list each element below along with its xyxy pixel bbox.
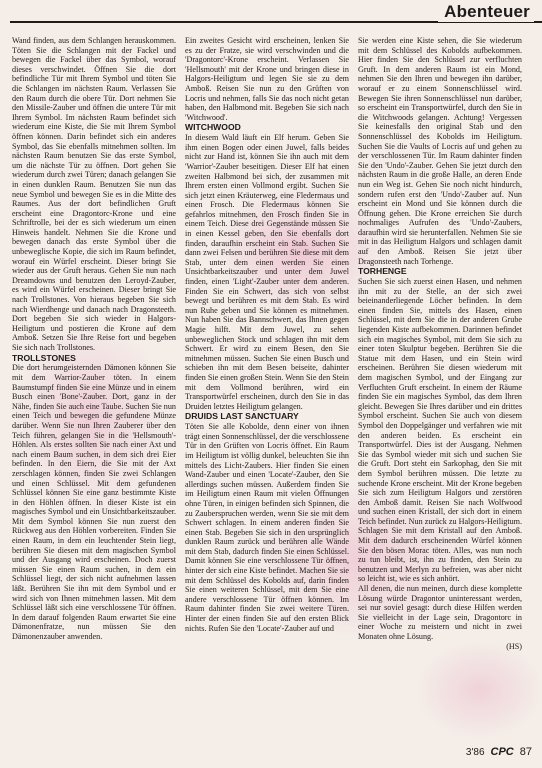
paragraph: Ein zweites Gesicht wird erscheinen, lenken Sie es zu der Fratze, sie wird verschwinden und die 'Dragontorc'-Krone erscheint. Verlassen Sie 'Hellsmouth' mit der Krone und bringen diese in Halgors-Heiligtum und legen Sie sie zu dem Amboß. Reisen Sie nun zu den Grüften von Locris und nehmen, falls Sie das noch nicht getan haben, den Halbmond mit. Begeben Sie sich nach 'Witchwood'. [185,36,349,122]
page-number: 87 [519,746,532,758]
page-header [0,0,542,30]
page-footer [466,746,532,758]
column-3 [358,36,522,736]
paragraph: Wand finden, aus dem Schlangen herauskommen. Töten Sie die Schlangen mit der Fackel und bewegen die Fackel über das Symbol, worauf dieses verschwindet. Öffnen Sie die dort befindliche Tür mit Ihrem Symbol und töten Sie die Schlangen im nächsten Raum. Verlassen Sie den Raum durch die obere Tür. Dort nehmen Sie den Missile-Zauber und öffnen die untere Tür mit Ihrem Symbol. Im nächsten Raum befindet sich wiederum eine Kiste, die Sie mit Ihrem Symbol öffnen können. Darin befindet sich ein anderes Symbol, das Sie ebenfalls mitnehmen sollten. Im nächsten Raum benutzen Sie das erste Symbol, um die nächste Tür zu öffnen. Dort gehen Sie wiederum durch zwei Türen; danach gelangen Sie in einen dunklen Raum. Benutzen Sie nun das neue Symbol und bewegen Sie es in die Mitte des Raumes. Aus der dort befindlichen Gruft erscheint eine Dragontorc-Krone und eine Schriftrolle, bei der es sich wiederum um einen Hinweis handelt. Nehmen Sie die Krone und bewegen danach das erste Symbol über die unbeweglische Kopie, die sich im Raum befindet, worauf ein Würfel erscheint. Dieser bringt Sie wieder aus der Gruft heraus. Gehen Sie nun nach Dreamdowns und benutzen den Leroyd-Zauber, es wird ein Würfel erscheinen. Dieser bringt Sie nach Trollstones. Von hieraus begeben Sie sich nach Wierdhenge und danach nach Dragonsteeth. Dort begeben Sie sich wieder in Halgors-Heiligtum und postieren die Krone auf dem Amboß. Setzen Sie Ihre Reise fort und begeben Sie sich nach Trollstones. [12,36,176,352]
article-body [12,36,522,736]
paragraph: Töten Sie alle Kobolde, denn einer von ihnen trägt einen Sonnenschlüssel, der die verschlossene Tür in den Grüften von Locris öffnet. Ein Raum im Heiligtum ist völlig dunkel, beleuchten Sie ihn mittels des Licht-Zaubers. Hier finden Sie einen Wand-Zauber und einen 'Locate'-Zauber, den Sie allerdings suchen müssen. Außerdem finden Sie im Heiligtum einen Raum mit vielen Öffnungen ohne Türen, in einigen befinden sich Spinnen, die zu Zauberspruchen werden, wenn Sie sie mit dem Schwert schlagen. In einem anderen finden Sie einen Stab. Begeben Sie sich in den ursprünglich dunklen Raum zurück und berühren alle Wände mit dem Stab, dadurch finden Sie einen Schlüssel. Damit können Sie eine verschlossene Tür öffnen, hinter der sich eine Kiste befindet. Machen Sie sie mit dem Schlüssel des Kobolds auf, darin finden Sie einen weiteren Schlüssel, mit dem Sie eine andere verschlossene Tür öffnen können. Im Raum dahinter finden Sie zwei weitere Türen. Hinter der einen finden Sie auf den ersten Blick nichts. Rufen Sie den 'Locate'-Zauber auf und [185,422,349,633]
magazine-logo: CPC [490,746,514,758]
paragraph: Die dort herumgeisternden Dämonen können Sie mit dem Warrior-Zauber töten. In einem Baumstumpf finden Sie eine Münze und in einem Busch einen 'Bone'-Zauber. Dort, ganz in der Nähe, finden Sie auch eine Taube. Suchen Sie nun einen Teich und bewegen die gefundene Münze darüber. Wenn Sie nun Ihren Zauberer über den Teich führen, gelangen Sie in die 'Hellsmouth'-Höhlen. Als erstes sollten Sie nach einer Axt und nach einem Baum suchen, in dem sich drei Eier befinden. In den Eiern, die Sie mit der Axt zerschlagen können, finden Sie zwei Schlangen und einen Schlüssel. Mit dem gefundenen Schlüssel können Sie eine ganz bestimmte Kiste in den Höhlen öffnen. In dieser Kiste ist ein magisches Symbol und ein Unsichtbarkeitszauber. Mit dem Symbol können Sie nun zuerst den Rückweg aus den Höhlen vorbereiten. Finden Sie einen Raum, in dem ein leuchtender Stein liegt, berühren Sie diesen mit dem magischen Symbol und der Ausgang wird erscheinen. Doch zuerst müssen Sie einen Raum suchen, in dem ein Schlüssel liegt, der sich nicht aufnehmen lassen läßt. Berühren Sie ihn mit dem Symbol und er wird sich von Ihnen mitnehmen lassen. Mit dem Schlüssel läßt sich eine verschlossene Tür öffnen. In dem darauf folgenden Raum erwartet Sie eine Dämonenfratze, nun müssen Sie den Dämonenzauber anwenden. [12,363,176,642]
section-heading: TORHENGE [358,266,407,277]
section-heading: DRUIDS LAST SANCTUARY [185,411,299,422]
issue-number: 3'86 [465,747,485,758]
section-heading: TROLLSTONES [12,352,76,363]
paragraph: In diesem Wald läuft ein Elf herum. Geben Sie ihm einen Bogen oder einen Juwel, falls beides nicht zur Hand ist, können Sie ihn auch mit dem 'Warrior'-Zauber beseitigen. Dieser Elf hat einen zweiten Halbmond bei sich, der zusammen mit Ihrem ersten einen Vollmond ergibt. Suchen Sie sich jetzt einen Kräuterweg, eine Fledermaus und einen Frosch. Die Fledermaus können Sie gefahrlos mitnehmen, den Frosch finden Sie in einem Teich. Diese drei Gegenstände müssen Sie in einen Kessel geben, den Sie ebenfalls dort finden, daraufhin erscheint ein Stab. Suchen Sie dann zwei Felsen und berühren Sie diese mit dem Stab, unter dem einen werden Sie einen Unsichtbarkeitszauber und unter dem Juwel finden, einen 'Light'-Zauber unter dem anderen. Finden Sie ein Schwert, das sich von selbst bewegt und berühren es mit dem Stab. Es wird nun Ruhe geben und Sie können es mitnehmen. Nun haben Sie das Bannschwert, das Ihnen gegen Magie hilft. Mit dem Juwel, zu sehen unbeweglichen Stock und schlagen ihn mit dem Schwert. Er wird zu einem Besen, den Sie mitnehmen müssen. Suchen Sie einen Busch und schieben ihn mit dem Besen beiseite, dahinter finden Sie einen großen Stein. Wenn Sie den Stein mit dem Vollmond berühren, wird ein Transportwürfel erscheinen, durch den Sie in das Druiden letztes Heiligtum gelangen. [185,133,349,411]
paragraph: Sie werden eine Kiste sehen, die Sie wiederum mit dem Schlüssel des Kobolds aufbekommen. Hier finden Sie den Schlüssel zur verfluchten Gruft. In dem anderen Raum ist ein Mond, nehmen Sie den Ihren und bewegen ihn darüber, worauf er zu einem Sonnenschlüssel wird. Bewegen Sie ihren Sonnenschlüssel nun darüber, so erscheint ein Transportwürfel, durch den Sie in die Witchwoods gelangen. Achtung! Vergessen Sie keinesfalls den original Stab und den Sonnenschlüssel des Kobolds im Heiligtum. Suchen Sie die Vaults of Locris auf und gehen zu der verschlossenen Tür. Im Raum dahinter finden Sie den 'Undo'-Zauber. Gehen Sie jetzt durch den nächsten Raum in die große Halle, an deren Ende nun ein Weg ist. Gehen Sie noch nicht hindurch, sondern rufen erst den 'Undo'-Zauber auf. Nun erscheint ein Mond und Sie können durch die Öffnung gehen. Die Krone erreichen Sie durch nochmaliges Aufrufen des 'Undo'-Zaubers, daraufhin wird sie herunterfallen. Nehmen Sie sie mit in das Heiligtum Halgors und schlagen damit auf den Amboß. Reisen Sie jetzt über Dragonsteeth nach Torhenge. [358,36,522,266]
section-title: Abenteuer [438,2,534,22]
paragraph: All denen, die nun meinen, durch diese komplette Lösung würde Dragontor uninteressant werden, sei nur soviel gesagt: durch diese Hilfen werden Sie vielleicht in der Lage sein, Dragontorc in einer Woche zu meistern und nicht in zwei Monaten ohne Lösung. [358,584,522,642]
section-heading: WITCHWOOD [185,122,241,133]
column-1 [12,36,176,736]
author-signature: (HS) [506,641,522,651]
column-2 [185,36,349,736]
paragraph: Suchen Sie sich zuerst einen Hasen, und nehmen ihn mit zu der Stelle, an der sich zwei beieinanderliegende Löcher befinden. In dem einen finden Sie, mittels des Hasen, einen Schlüssel, mit dem Sie die in der anderen Grube liegenden Kiste aufbekommen. Darinnen befindet sich ein magisches Symbol, mit dem Sie sich zu einer toten Skulptur begeben. Berühren Sie die Statue mit dem Hasen, und ein Stein wird erscheinen. Berühren Sie diesen wiederum mit dem magischen Symbol, und der Eingang zur Verfluchten Gruft erscheint. In einem der Räume finden Sie ein magisches Symbol, das dem Ihren gleicht. Bewegen Sie Ihres darüber und ein drittes Symbol erscheint. Suchen Sie auch von diesem Symbol den Doppelgänger und verfahren wie mit den anderen beiden. Es erscheint ein Transportwürfel. Dies ist der Ausgang. Nehmen Sie das Symbol wieder mit sich und suchen Sie die Gruft. Dort steht ein Sarkophag, den Sie mit dem Symbol berühren müssen. Die letzte zu suchende Krone erscheint. Mit der Krone begeben Sie sich zum Heiligtum Halgors und zerstören den Amboß damit. Reisen Sie nach Wolfwood und suchen einen Kristall, der sich dort in einem Teich befindet. Nun zurück zu Halgors-Heiligtum. Schlagen Sie mit dem Kristall auf den Amboß. Mit dem dadurch erscheinenden Würfel können Sie den bösen Morac töten. Alles, was nun noch zu tun bleibt, ist, ihn zu finden, den Stein zu benutzen und Merlyn zu befreien, was aber nicht so leicht ist, wie es sich anhört. [358,277,522,584]
